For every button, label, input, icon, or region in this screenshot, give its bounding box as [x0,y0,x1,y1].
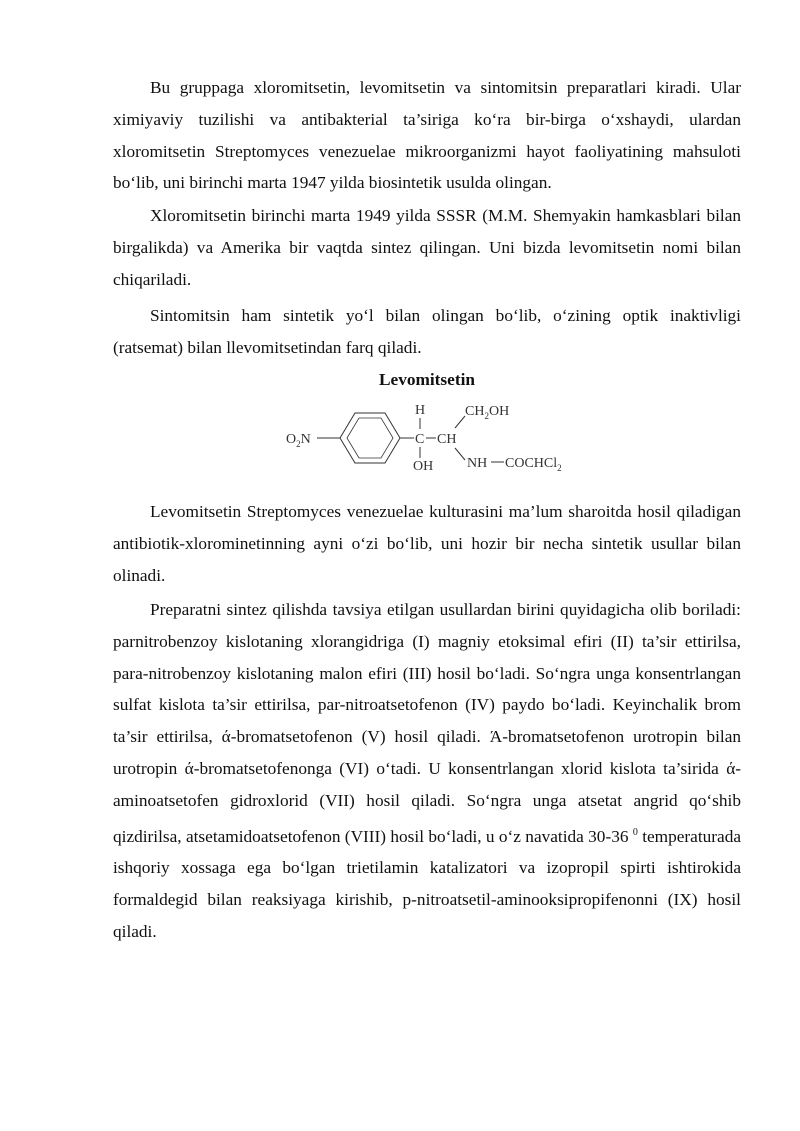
paragraph-synthesis-text-2: temperaturada ishqoriy xossaga ega bo‘lgan trietilamin katalizatori va izopropil spirti ishtirokida formaldegid bilan reaksiyaga kirishib, p-nitroatsetil-aminooksipropifenonni (IX) hosil qiladi. [113,826,742,941]
paragraph-levomitsetin [113,496,741,591]
paragraph-synthesis [113,594,741,948]
paragraph-history-text: Xloromitsetin birinchi marta 1949 yilda SSSR (M.M. Shemyakin hamkasblari bilan birgalikda) va Amerika bir vaqtda sintez qilingan. Uni bizda levomitsetin nomi bilan chiqariladi. [113,206,741,289]
paragraph-synthesis-text-1: Preparatni sintez qilishda tavsiya etilgan usullardan birini quyidagicha olib boriladi: parnitrobenzoy kislotaning xlorangidriga (I) magniy etoksimal efiri (II) ta’sir ettirilsa, para-nitrobenzoy kislotaning malon efiri (III) hosil bo‘ladi. So‘ngra unga konsentrlangan sulfat kislota ta’sir ettirilsa, par-nitroatsetofenon (IV) paydo bo‘ladi. Keyinchalik brom ta’sir ettirilsa, ά-bromatsetofenon (V) hosil qiladi. Ά-bromatsetofenon urotropin bilan urotropin ά-bromatsetofenonga (VI) o‘tadi. U konsentrlangan xlorid kislota ta’sirida ά-aminoatsetofen gidroxlorid (VII) hosil qiladi. So‘ngra unga atsetat angrid qo‘shib qizdirilsa, atsetamidoatsetofenon (VIII) hosil bo‘ladi, u o‘z navatida 30-36 [113,600,741,846]
paragraph-levomitsetin-text: Levomitsetin Streptomyces venezuelae kulturasini ma’lum sharoitda hosil qiladigan antibiotik-xlorominetinning ayni o‘zi bo‘lib, uni hozir bir necha sintetik usullar bilan olinadi. [113,502,741,585]
section-heading: Levomitsetin [379,370,475,389]
paragraph-sintomitsin [113,300,741,364]
formula-nh: NH [467,456,488,471]
benzene-ring [340,413,400,463]
paragraph-intro [113,72,741,199]
formula-ch2oh: $CH_2OH$ [465,404,510,421]
paragraph-history [113,200,741,295]
paragraph-sintomitsin-text: Sintomitsin ham sintetik yo‘l bilan olingan bo‘lib, o‘zining optik inaktivligi (ratsemat) bilan llevomitsetindan farq qiladi. [113,306,741,357]
benzene-ring-inner [347,418,393,458]
formula-hydrogen: H [415,403,426,418]
degree-superscript: 0 [632,826,638,838]
formula-cochcl2: COCHCl$_2$ [505,456,562,473]
formula-bond-ch2oh [455,416,465,428]
formula-hydroxyl: OH [413,459,434,474]
levomitsetin-structural-formula [280,398,580,476]
formula-ch: CH [437,432,457,447]
formula-bond-nh [455,448,465,460]
paragraph-intro-text: Bu gruppaga xloromitsetin, levomitsetin va sintomitsin preparatlari kiradi. Ular ximiyaviy tuzilishi va antibakterial ta’siriga ko‘ra bir-birga o‘xshaydi, ulardan xloromitsetin Streptomyces venezuelae mikroorganizmi hayot faoliyatining mahsuloti bo‘lib, uni birinchi marta 1947 yilda biosintetik usulda olingan. [113,78,741,193]
formula-carbon: C [415,432,425,447]
formula-o2n: $O_2N$ [286,432,311,449]
